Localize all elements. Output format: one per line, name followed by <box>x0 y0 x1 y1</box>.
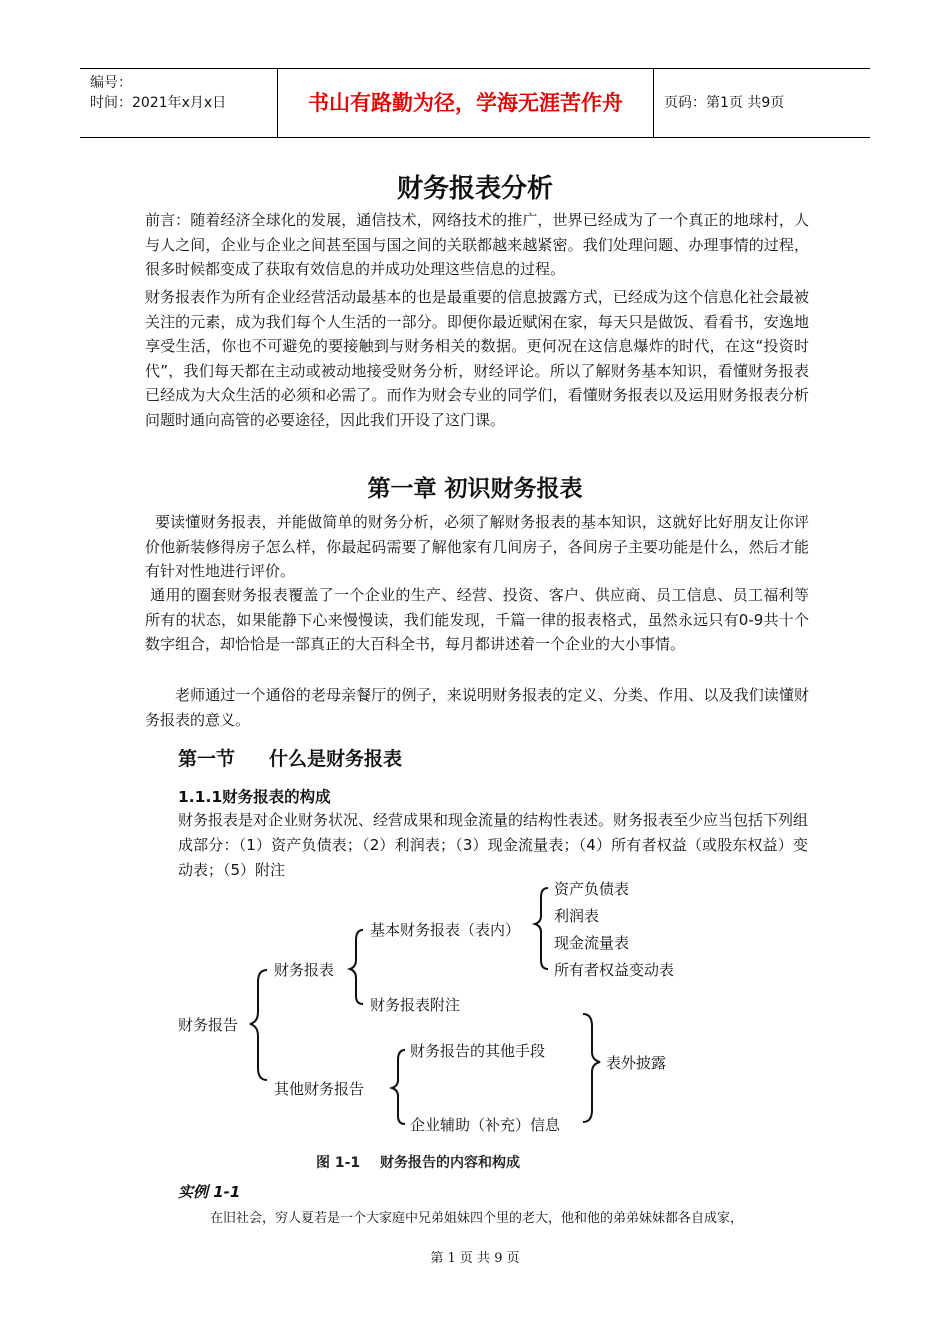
example-text: 在旧社会，穷人夏若是一个大家庭中兄弟姐妹四个里的老大，他和他的弟弟妹妹都各自成家， <box>210 1211 744 1226</box>
document-title: 财务报表分析 <box>396 174 553 204</box>
financial-report-structure-diagram <box>170 872 730 1177</box>
chapter-title: 第一章 初识财务报表 <box>367 476 583 502</box>
diagram-off-balance-label: 表外披露 <box>606 1054 667 1072</box>
diagram-statement-1: 资产负债表 <box>554 880 630 898</box>
number-label: 编号： <box>90 75 132 91</box>
subsection-paragraph: 财务报表是对企业财务状况、经营成果和现金流量的结构性表述。财务报表至少应当包括下列组成部分：（1）资产负债表；（2）利润表；（3）现金流量表；（4）所有者权益（或股东权益）变动表；（5）附注 <box>178 811 809 879</box>
chapter-paragraph-1: 要读懂财务报表，并能做简单的财务分析，必须了解财务报表的基本知识，这就好比好朋友让你评价他新装修得房子怎么样，你最起码需要了解他家有几间房子，各间房子主要功能是什么，然后才能有针对性地进行评价。 <box>145 513 809 580</box>
subsection-heading: 1.1.1财务报表的构成 <box>178 788 331 806</box>
section-number: 第一节 <box>178 748 236 770</box>
diagram-caption-text: 财务报告的内容和构成 <box>380 1155 520 1171</box>
brace-branch2 <box>392 1050 405 1124</box>
brace-root <box>250 970 267 1080</box>
diagram-branch2-label: 其他财务报告 <box>274 1080 365 1098</box>
diagram-supplementary-label: 企业辅助（补充）信息 <box>410 1116 561 1134</box>
brace-branch1 <box>350 930 363 1004</box>
page-header <box>80 68 870 138</box>
diagram-root-label: 财务报告 <box>178 1016 239 1034</box>
preface-paragraph-2: 财务报表作为所有企业经营活动最基本的也是最重要的信息披露方式，已经成为这个信息化社会最被关注的元素，成为我们每个人生活的一部分。即便你最近赋闲在家，每天只是做饭、看看书，安逸地享受生活，你也不可避免的要接触到与财务相关的数据。更何况在这信息爆炸的时代，在这“投资时代”，我们每天都在主动或被动地接受财务分析，财经评论。所以了解财务基本知识，看懂财务报表已经成为大众生活的必须和必需了。而作为财会专业的同学们，看懂财务报表以及运用财务报表分析问题时通向高管的必要途径，因此我们开设了这门课。 <box>145 288 809 429</box>
diagram-caption-number: 图 1-1 <box>316 1155 361 1171</box>
example-title: 实例 1-1 <box>178 1183 241 1201</box>
diagram-statement-4: 所有者权益变动表 <box>554 961 675 979</box>
preface-paragraph-1: 前言：随着经济全球化的发展，通信技术，网络技术的推广，世界已经成为了一个真正的地球村，人与人之间，企业与企业之间甚至国与国之间的关联都越来越紧密。我们处理问题、办理事情的过程，很多时候都变成了获取有效信息的并成功处理这些信息的过程。 <box>145 211 809 278</box>
section-heading <box>178 744 402 771</box>
header-info-cell <box>80 69 278 137</box>
section-title: 什么是财务报表 <box>269 748 403 770</box>
chapter-paragraph-2: 通用的圈套财务报表覆盖了一个企业的生产、经营、投资、客户、供应商、员工信息、员工福利等所有的状态，如果能静下心来慢慢读，我们能发现，千篇一律的报表格式，虽然永远只有0-9共十个数字组合，却恰恰是一部真正的大百科全书，每月都讲述着一个企业的大小事情。 <box>145 586 809 653</box>
diagram-other-means-label: 财务报告的其他手段 <box>410 1042 546 1060</box>
chapter-paragraph-3: 老师通过一个通俗的老母亲餐厅的例子，来说明财务报表的定义、分类、作用、以及我们读懂财务报表的意义。 <box>145 686 809 729</box>
time-label: 时间：2021年x月x日 <box>90 95 227 111</box>
brace-off-balance <box>583 1014 600 1122</box>
brace-statements <box>535 888 548 969</box>
diagram-basic-label: 基本财务报表（表内） <box>370 921 521 939</box>
header-motto: 书山有路勤为径，学海无涯苦作舟 <box>278 69 654 137</box>
diagram-notes-label: 财务报表附注 <box>370 996 461 1014</box>
diagram-statement-2: 利润表 <box>554 907 600 925</box>
page-footer: 第 1 页 共 9 页 <box>430 1251 520 1266</box>
diagram-statement-3: 现金流量表 <box>554 934 630 952</box>
header-page-label: 页码：第1页 共9页 <box>664 95 785 111</box>
diagram-branch1-label: 财务报表 <box>274 961 335 979</box>
